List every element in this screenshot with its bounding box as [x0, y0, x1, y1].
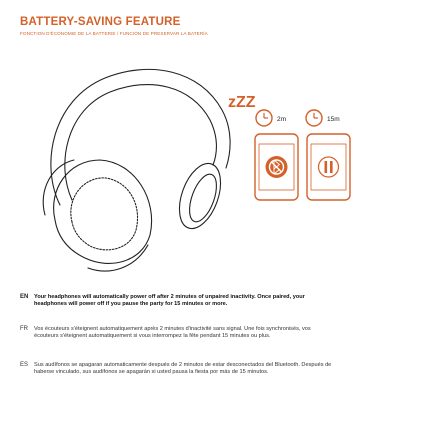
language-code-fr: FR: [20, 326, 28, 332]
timer-2m-label: 2m: [277, 116, 287, 123]
phone-paused: [307, 134, 350, 200]
description-en: [20, 294, 420, 320]
timer-15m-icon: [306, 110, 340, 126]
phone-bluetooth-off: [255, 134, 298, 200]
description-es: [20, 362, 420, 388]
language-code-en: EN: [20, 294, 29, 300]
description-text-en: Your headphones will automatically power off after 2 minutes of unpaired inactivity. Once paired, your headphones will power off if you pause the party for 15 minutes or more.: [34, 294, 305, 308]
sleep-text: zZZ: [228, 94, 256, 111]
timer-2m-icon: [256, 110, 286, 126]
description-text-fr: Vos écouteurs s'éteignent automatiquement après 2 minutes d'inactivité sans signal. Une fois synchronisés, vos écouteurs s'éteignent automatiquement si vous interrompez la fête pendant 15 minutes ou plus.: [34, 326, 311, 340]
pause-icon: [319, 157, 339, 177]
headphones-icon: [43, 69, 230, 271]
page-subtitle: FONCTION D'ÉCONOMIE DE LA BATTERIE / FUNCIÓN DE PRESERVAR LA BATERÍA: [20, 31, 208, 36]
description-fr: [20, 326, 420, 352]
bluetooth-disconnected-icon: [266, 156, 288, 178]
description-text-es: Sus audífonos se apagaran automaticamente después de 2 minutos de estar desconectados del Bluetooth. Después de haberse vinculado, sus audífonos se apagarán si usted pausa la fiesta por más de 15 minutos.: [34, 362, 332, 376]
language-code-es: ES: [20, 362, 29, 368]
page-title: BATTERY-SAVING FEATURE: [20, 16, 181, 28]
timer-15m-label: 15m: [327, 116, 340, 123]
